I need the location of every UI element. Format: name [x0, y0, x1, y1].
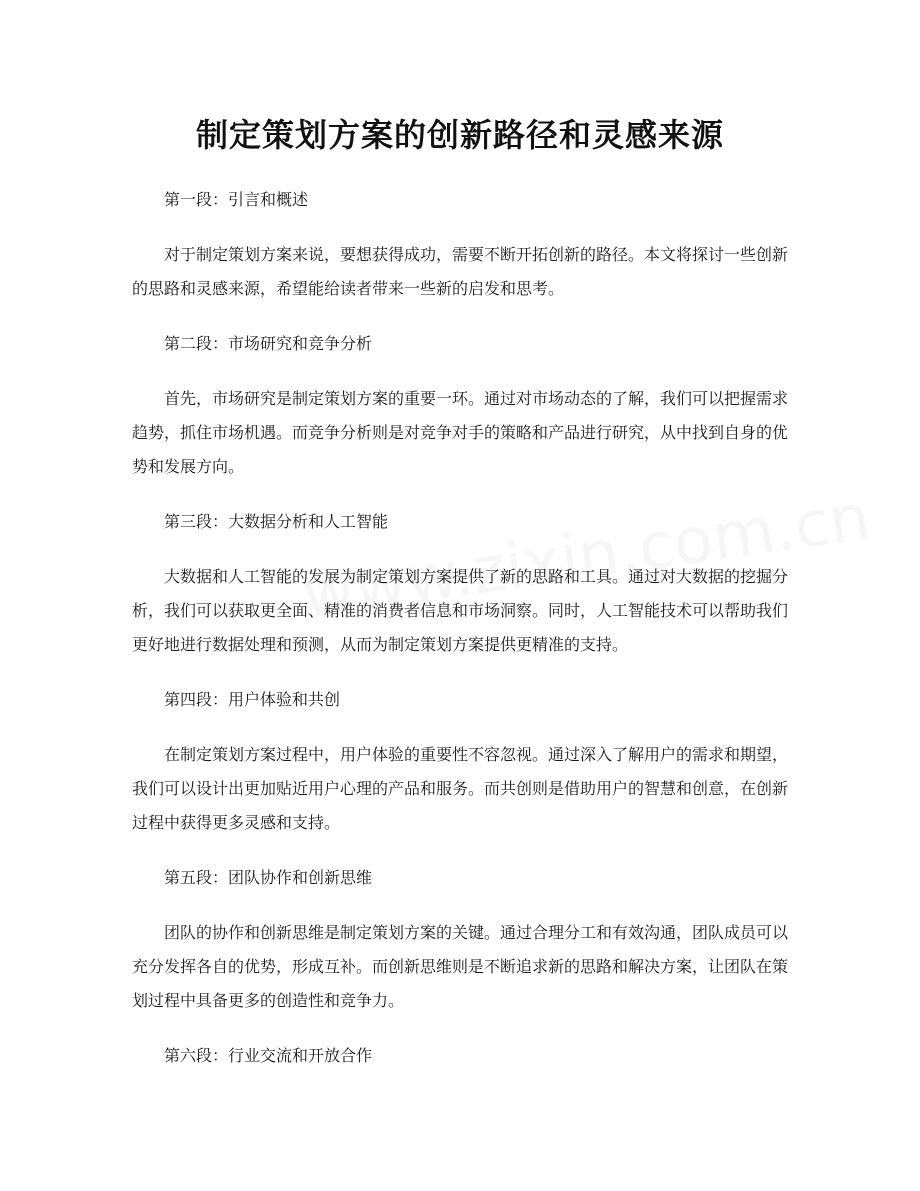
section-body-2: 首先，市场研究是制定策划方案的重要一环。通过对市场动态的了解，我们可以把握需求趋势，抓住市场机遇。而竞争分析则是对竞争对手的策略和产品进行研究，从中找到自身的优势和发展方向。 — [132, 389, 789, 476]
document-title: 制定策划方案的创新路径和灵感来源 — [195, 116, 724, 154]
section-heading-4: 第四段：用户体验和共创 — [164, 690, 341, 709]
section-heading-5: 第五段：团队协作和创新思维 — [164, 868, 373, 887]
section-heading-1: 第一段：引言和概述 — [164, 190, 309, 209]
section-body-4: 在制定策划方案过程中，用户体验的重要性不容忽视。通过深入了解用户的需求和期望，我们可以设计出更加贴近用户心理的产品和服务。而共创则是借助用户的智慧和创意，在创新过程中获得更多灵感和支持。 — [132, 745, 789, 832]
document-body — [132, 183, 788, 1094]
section-heading-2: 第二段：市场研究和竞争分析 — [164, 334, 373, 353]
section-body-5: 团队的协作和创新思维是制定策划方案的关键。通过合理分工和有效沟通，团队成员可以充分发挥各自的优势，形成互补。而创新思维则是不断追求新的思路和解决方案，让团队在策划过程中具备更多的创造性和竞争力。 — [132, 923, 789, 1010]
section-heading-3: 第三段：大数据分析和人工智能 — [164, 512, 389, 531]
section-body-3: 大数据和人工智能的发展为制定策划方案提供了新的思路和工具。通过对大数据的挖掘分析，我们可以获取更全面、精准的消费者信息和市场洞察。同时，人工智能技术可以帮助我们更好地进行数据处理和预测，从而为制定策划方案提供更精准的支持。 — [132, 567, 789, 654]
section-body-1: 对于制定策划方案来说，要想获得成功，需要不断开拓创新的路径。本文将探讨一些创新的思路和灵感来源，希望能给读者带来一些新的启发和思考。 — [132, 245, 789, 298]
section-heading-6: 第六段：行业交流和开放合作 — [164, 1046, 373, 1065]
